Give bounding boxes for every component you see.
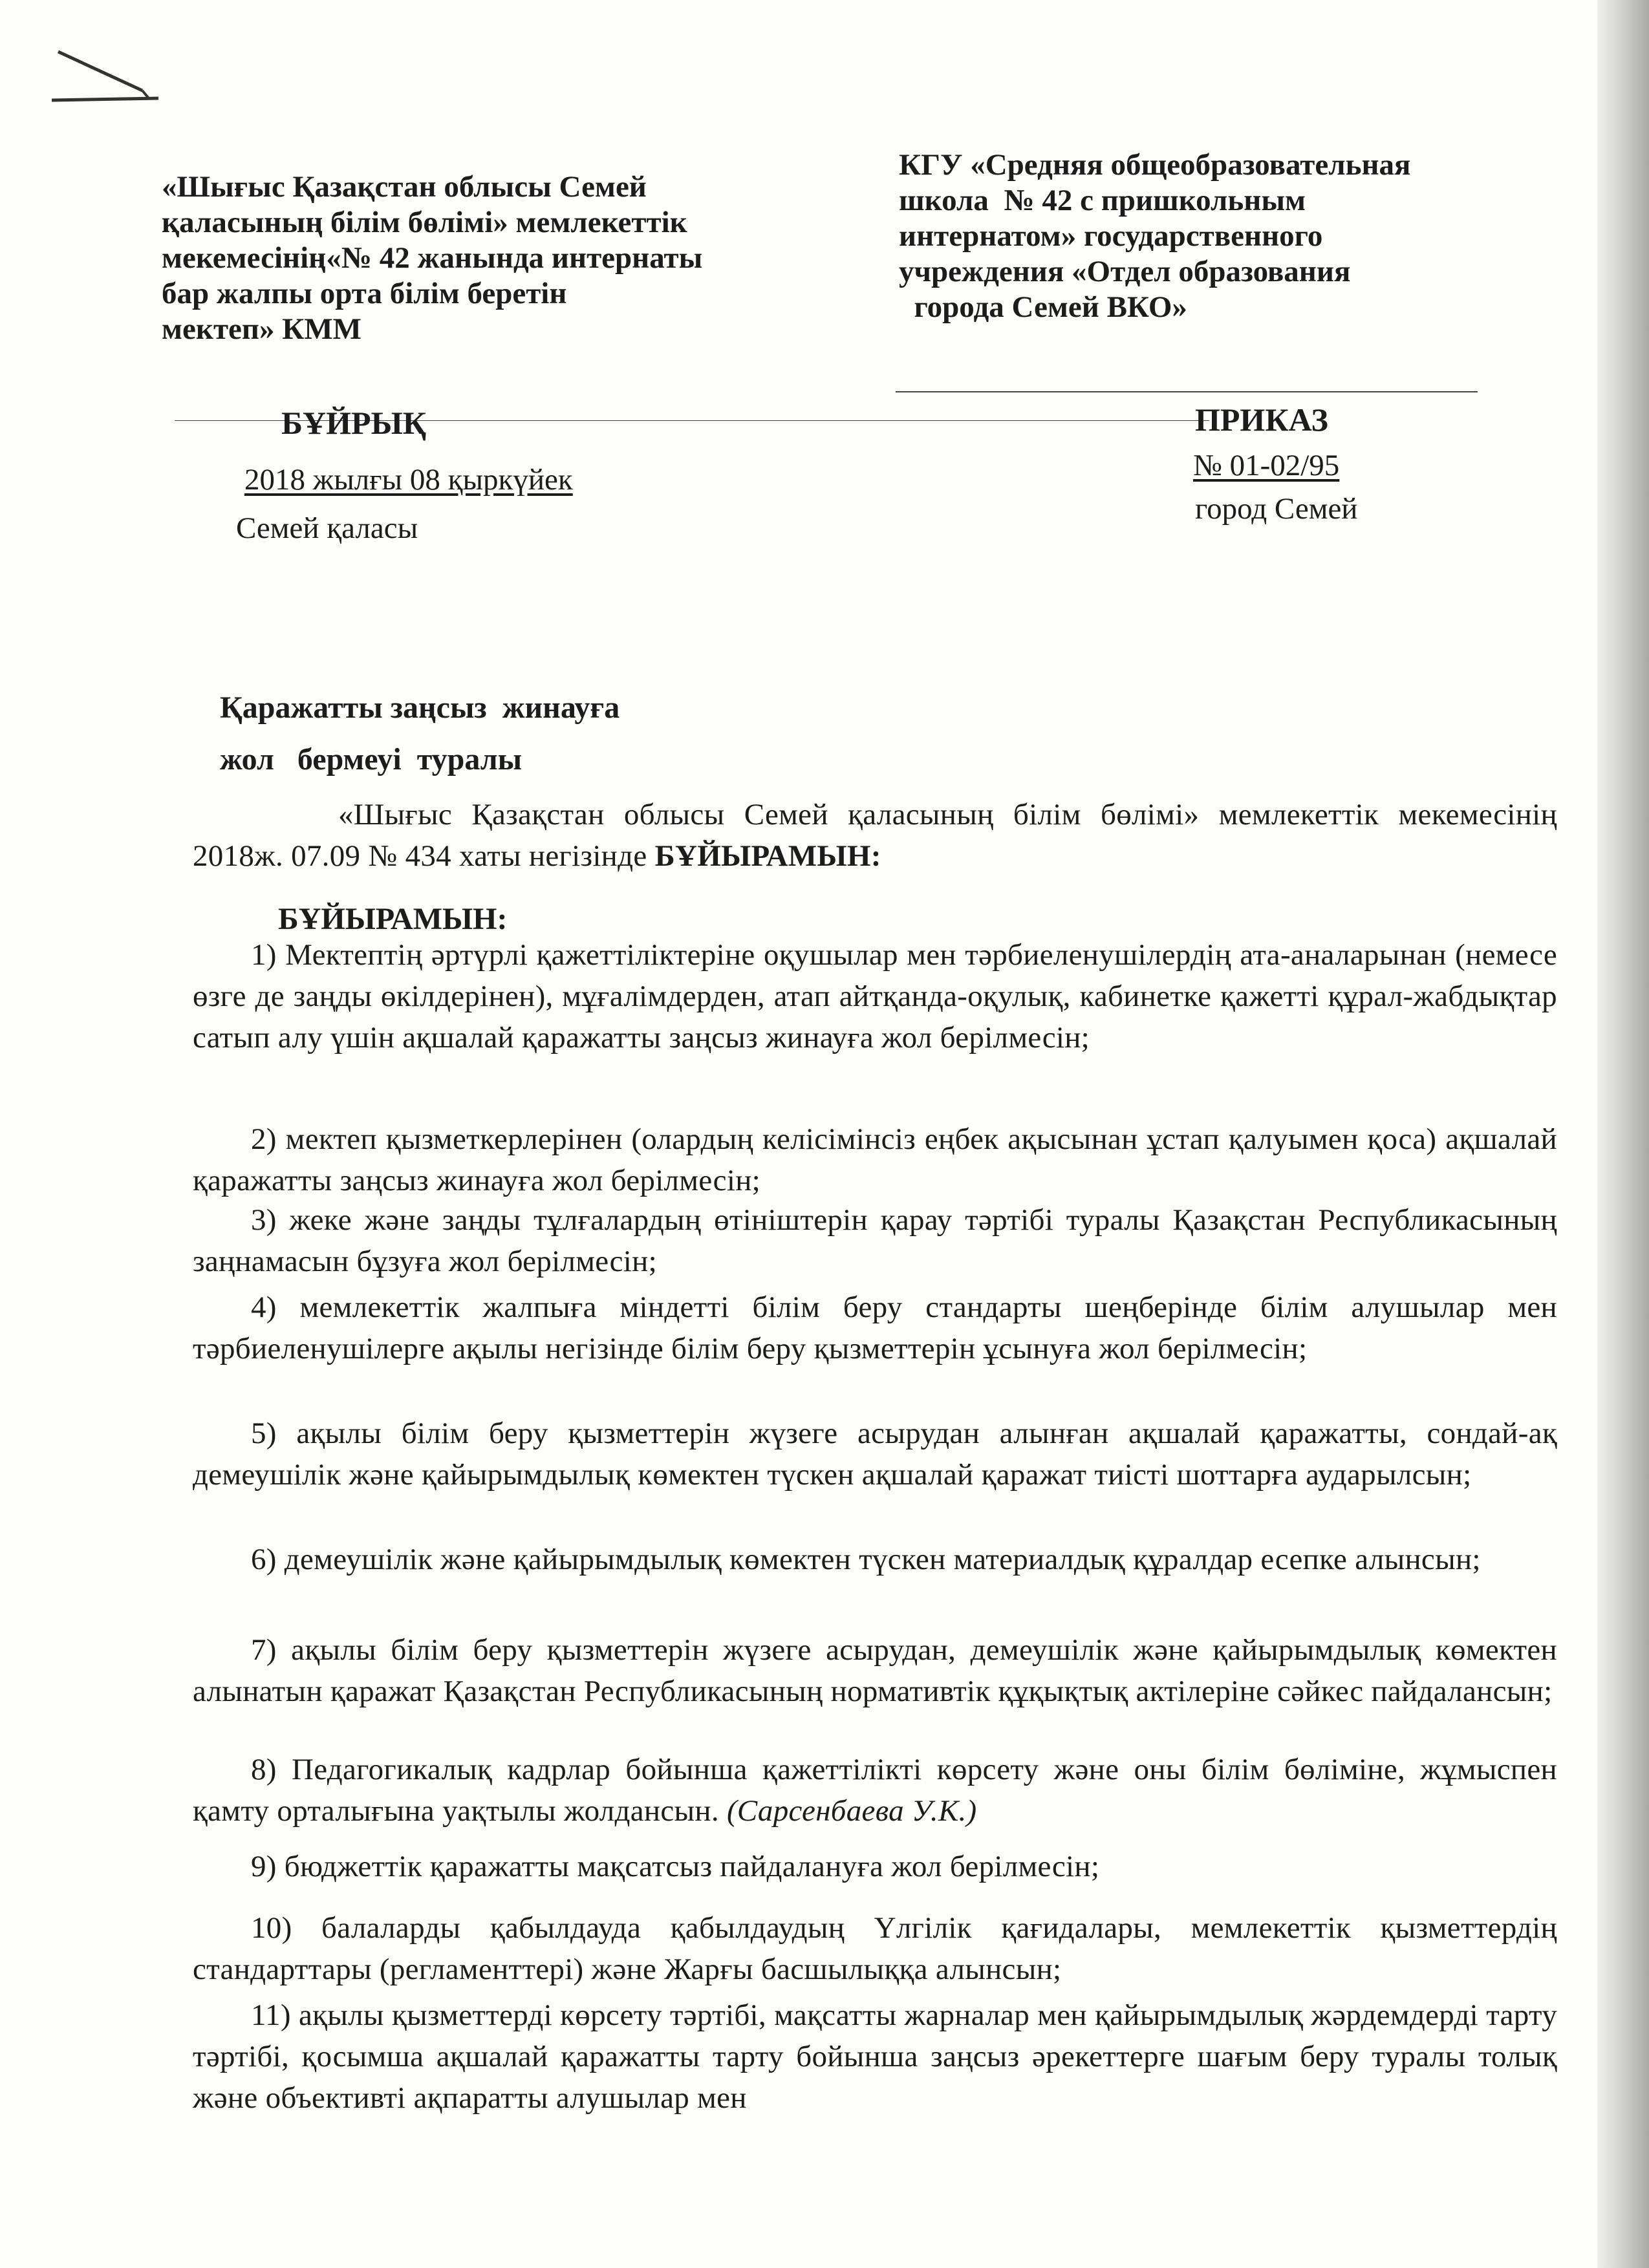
order-subject: Қаражатты заңсыз жинауға жол бермеуі туралы [220,690,620,776]
list-item-3: 3) жеке және заңды тұлғалардың өтініштерін қарау тәртібі туралы Қазақстан Республикасының заңнамасын бұзуға жол берілмесін; [193,1203,1557,1278]
list-item-11: 11) ақылы қызметтерді көрсету тәртібі, мақсатты жарналар мен қайырымдылық жәрдемдерді тарту тәртібі, қосымша ақшалай қаражатты тарту бойынша заңсыз әрекеттерге шағым беру туралы толық және объективті ақпаратты алушылар мен [193,1998,1557,2115]
list-item-9: 9) бюджеттік қаражатты мақсатсыз пайдалануға жол берілмесін; [251,1850,1100,1883]
preamble-order-word: БҰЙЫРАМЫН: [654,839,881,873]
responsible-person: (Сарсенбаева У.К.) [726,1794,977,1828]
pen-mark-icon [45,45,175,123]
header-org-kz: «Шығыс Қазақстан облысы Семей қаласының білім бөлімі» мемлекеттік мекемесінің«№ 42 жанында интернаты бар жалпы орта білім беретін мектеп» КММ [162,170,703,346]
order-date-kz: 2018 жылғы 08 қыркүйек [244,463,573,497]
list-item-2: 2) мектеп қызметкерлерінен (олардың келісімінсіз еңбек ақысынан ұстап қалуымен қоса) ақшалай қаражатты заңсыз жинауға жол берілмесін; [193,1122,1557,1197]
list-item-1: 1) Мектептің әртүрлі қажеттіліктеріне оқушылар мен тәрбиеленушілердің ата-аналарынан (немесе өзге де заңды өкілдерінен), мұғалімдерден, атап айтқанда-оқулық, кабинетке қажетті құрал-жабдықтар сатып алу үшін ақшалай қаражатты заңсыз жинауға жол берілмесін; [193,938,1557,1054]
list-item-4: 4) мемлекеттік жалпыға міндетті білім беру стандарты шеңберінде білім алушылар мен тәрбиеленушілерге ақылы негізінде білім беру қызметтерін ұсынуға жол берілмесін; [193,1290,1557,1365]
order-city-ru: город Семей [1195,492,1358,526]
order-title-kz: БҰЙРЫҚ [281,405,426,441]
list-item-8-text: 8) Педагогикалық кадрлар бойынша қажеттілікті көрсету және оны білім бөліміне, жұмыспен қамту орталығына уақтылы жолдансын. [193,1753,1557,1828]
header-org-ru: КГУ «Средняя общеобразовательная школа № 42 с пришкольным интернатом» государственного учреждения «Отдел образования города Семей ВКО» [899,148,1411,324]
preamble [193,794,1557,877]
header-divider-right [896,391,1478,392]
list-item-10: 10) балаларды қабылдауда қабылдаудың Үлгілік қағидалары, мемлекеттік қызметтердің стандарттары (регламенттері) және Жарғы басшылыққа алынсын; [193,1911,1557,1986]
list-item-6: 6) демеушілік және қайырымдылық көмектен түскен материалдық құралдар есепке алынсын; [251,1543,1481,1576]
order-heading: БҰЙЫРАМЫН: [278,902,508,936]
list-item-5: 5) ақылы білім беру қызметтерін жүзеге асырудан алынған ақшалай қаражатты, сондай-ақ демеушілік және қайырымдылық көмектен түскен ақшалай қаражат тиісті шоттарға аударылсын; [193,1417,1557,1492]
order-title-ru: ПРИКАЗ [1195,401,1328,438]
scan-shadow-edge [1597,0,1649,2268]
order-city-kz: Семей қаласы [236,511,418,545]
list-item-7: 7) ақылы білім беру қызметтерін жүзеге асырудан, демеушілік және қайырымдылық көмектен алынатын қаражат Қазақстан Республикасының нормативтік құқықтық актілеріне сәйкес пайдалансын; [193,1633,1557,1708]
order-number: № 01-02/95 [1193,449,1340,482]
preamble-text: «Шығыс Қазақстан облысы Семей қаласының білім бөлімі» мемлекеттік мекемесінің 2018ж. 07.09 № 434 хаты негізінде [193,798,1557,873]
list-item-8 [193,1749,1557,1832]
